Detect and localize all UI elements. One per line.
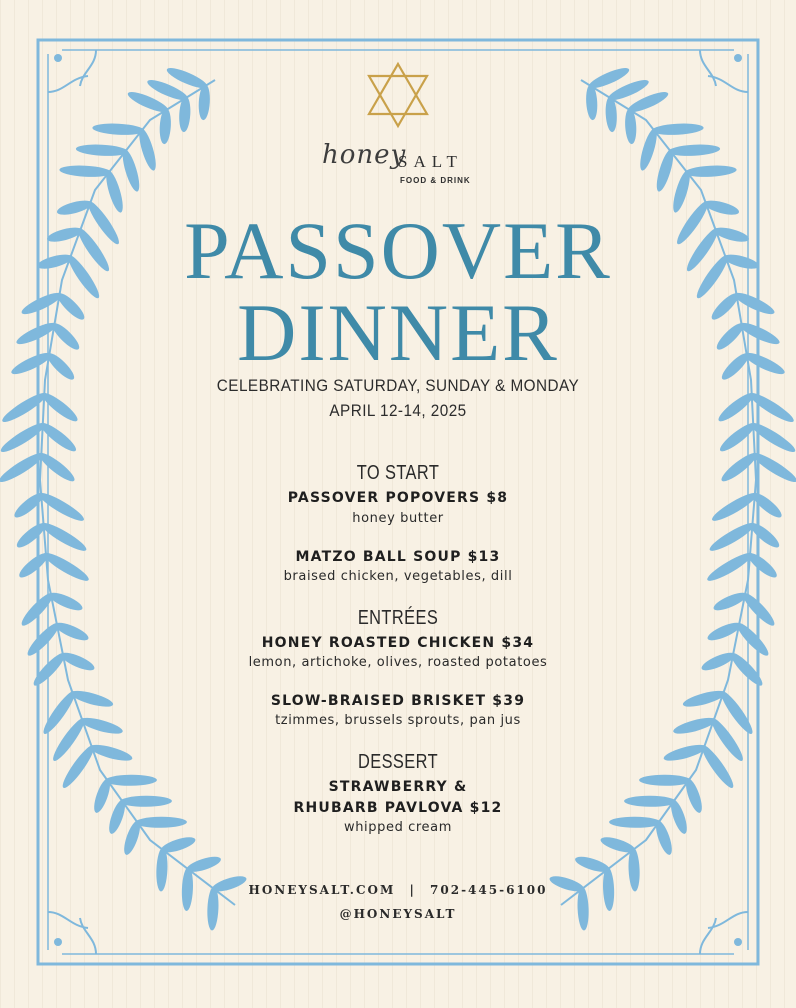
leaf (92, 122, 145, 136)
subtitle-days: CELEBRATING SATURDAY, SUNDAY & MONDAY (216, 376, 580, 395)
logo-script: honey (322, 140, 407, 170)
subtitle-dates: APRIL 12-14, 2025 (329, 401, 467, 420)
phone-number[interactable]: 702-445-6100 (430, 883, 548, 897)
menu-item-name: SLOW-BRAISED BRISKET $39 (270, 693, 526, 709)
title-line-2: DINNER (237, 287, 559, 378)
section-heading-dessert: DESSERT (357, 751, 439, 773)
footer-separator: | (409, 883, 416, 897)
star-of-david-icon (369, 64, 427, 126)
logo-tagline: FOOD & DRINK (400, 176, 471, 185)
menu-item-name: HONEY ROASTED CHICKEN $34 (261, 635, 535, 651)
social-handle[interactable]: @HONEYSALT (339, 907, 457, 921)
website-link[interactable]: HONEYSALT.COM (248, 883, 396, 897)
menu-item-name: STRAWBERRY & (328, 779, 468, 795)
menu-item-desc: whipped cream (343, 820, 452, 835)
footer-contact (0, 883, 796, 897)
menu-item-desc: lemon, artichoke, olives, roasted potatoes (248, 655, 548, 670)
honeysalt-logo (0, 138, 796, 198)
menu-item-desc: tzimmes, brussels sprouts, pan jus (275, 713, 521, 728)
menu-item-desc: braised chicken, vegetables, dill (283, 569, 513, 584)
menu-item-desc: honey butter (352, 511, 444, 526)
section-heading-entrees: ENTRÉES (357, 607, 439, 629)
menu-item-name: PASSOVER POPOVERS $8 (287, 490, 509, 506)
menu-item-name: RHUBARB PAVLOVA $12 (293, 800, 503, 816)
menu-item-name: MATZO BALL SOUP $13 (295, 549, 501, 565)
leaf (651, 122, 704, 136)
section-heading-start: TO START (356, 462, 440, 484)
title-line-1: PASSOVER (184, 205, 612, 296)
logo-word: SALT (398, 152, 463, 171)
